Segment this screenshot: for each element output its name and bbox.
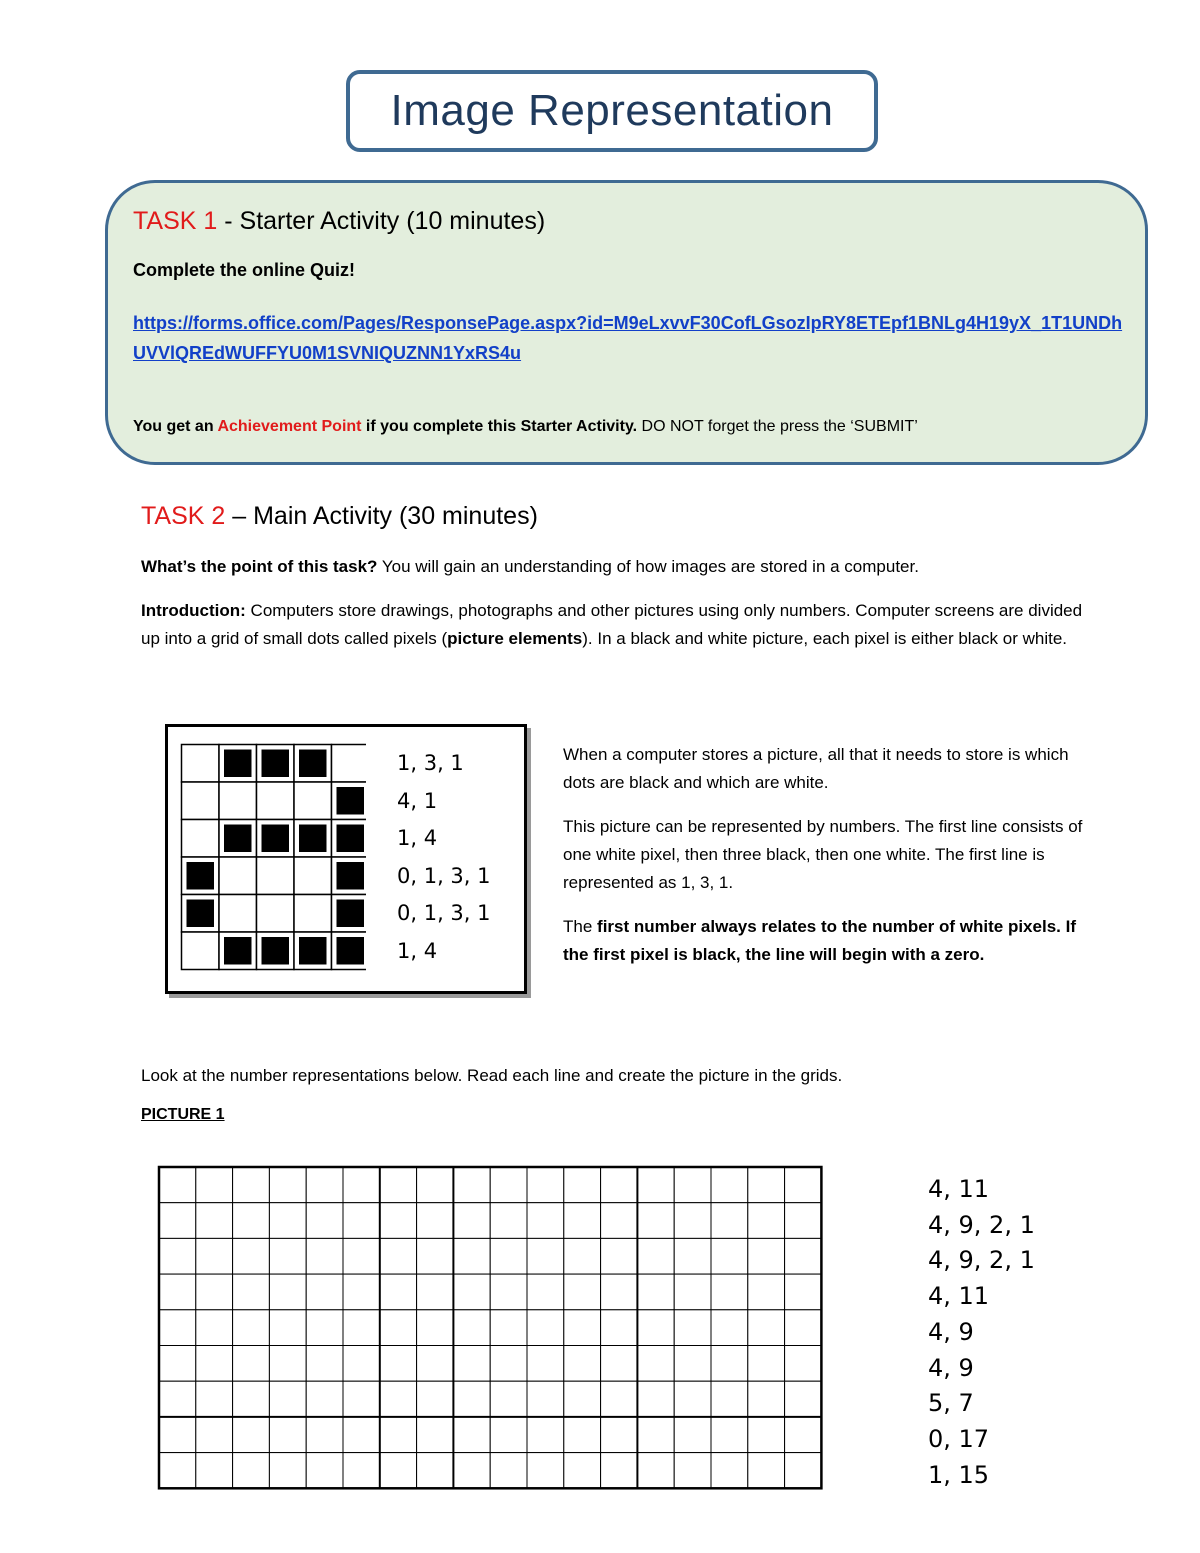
intro-text: Computers store drawings, photographs and other pictures using only numbers. Computer screens are divided up into a grid of small dots called pixels ( <box>141 601 1083 648</box>
picture1-cell[interactable] <box>527 1167 564 1203</box>
picture1-cell[interactable] <box>306 1238 343 1274</box>
picture1-cell[interactable] <box>343 1453 380 1489</box>
picture1-label: PICTURE 1 <box>141 1106 225 1123</box>
picture1-cell[interactable] <box>674 1238 711 1274</box>
picture1-cell[interactable] <box>269 1381 306 1417</box>
picture1-cell[interactable] <box>490 1238 527 1274</box>
picture1-cell[interactable] <box>637 1274 674 1310</box>
note-suffix: DO NOT forget the press the ‘SUBMIT’ <box>637 418 918 435</box>
example-black-pixel <box>337 900 365 928</box>
picture1-cell[interactable] <box>269 1453 306 1489</box>
picture1-cell[interactable] <box>601 1167 638 1203</box>
example-code-line: 4, 1 <box>397 788 438 813</box>
picture1-cell[interactable] <box>417 1453 454 1489</box>
example-code-line: 0, 1, 3, 1 <box>397 863 491 888</box>
picture1-cell[interactable] <box>601 1453 638 1489</box>
example-black-pixel <box>224 937 252 965</box>
picture1-cell[interactable] <box>380 1417 417 1453</box>
picture1-cell[interactable] <box>453 1453 490 1489</box>
picture1-cell[interactable] <box>711 1381 748 1417</box>
picture1-cell[interactable] <box>233 1310 270 1346</box>
picture1-cell[interactable] <box>417 1310 454 1346</box>
picture1-cell[interactable] <box>674 1453 711 1489</box>
introduction <box>141 597 1101 653</box>
intro-label: Introduction: <box>141 601 246 620</box>
task1-instruction: Complete the online Quiz! <box>133 260 356 280</box>
intro-bold: picture elements <box>447 629 583 648</box>
picture1-cell[interactable] <box>748 1203 785 1239</box>
picture1-cell[interactable] <box>490 1417 527 1453</box>
explanation-p2: This picture can be represented by numbers. The first line consists of one white pixel, then three black, then one white. The first line is represented as 1, 3, 1. <box>563 817 1083 892</box>
example-black-pixel <box>337 862 365 890</box>
picture1-cell[interactable] <box>417 1381 454 1417</box>
example-black-pixel <box>262 937 290 965</box>
picture1-cell[interactable] <box>748 1417 785 1453</box>
picture1-cell[interactable] <box>601 1203 638 1239</box>
picture1-cell[interactable] <box>453 1381 490 1417</box>
picture1-code-line: 4, 9 <box>928 1353 974 1382</box>
picture1-cell[interactable] <box>159 1203 196 1239</box>
example-black-pixel <box>187 900 215 928</box>
note-prefix: You get an <box>133 418 218 435</box>
picture1-cell[interactable] <box>490 1203 527 1239</box>
example-code-line: 1, 4 <box>397 826 438 850</box>
picture1-cell[interactable] <box>233 1238 270 1274</box>
picture1-cell[interactable] <box>306 1417 343 1453</box>
picture1-cell[interactable] <box>343 1238 380 1274</box>
picture1-cell[interactable] <box>159 1346 196 1382</box>
picture1-cell[interactable] <box>269 1274 306 1310</box>
picture1-cell[interactable] <box>343 1346 380 1382</box>
picture1-cell[interactable] <box>343 1203 380 1239</box>
picture1-cell[interactable] <box>196 1203 233 1239</box>
picture1-cell[interactable] <box>233 1453 270 1489</box>
picture1-cell[interactable] <box>674 1381 711 1417</box>
example-pixel-cell <box>294 857 332 895</box>
picture1-cell[interactable] <box>306 1203 343 1239</box>
example-pixel-cell <box>257 782 295 820</box>
example-black-pixel <box>299 750 327 778</box>
picture1-code-line: 4, 11 <box>928 1175 990 1203</box>
picture1-cell[interactable] <box>233 1417 270 1453</box>
picture1-cell[interactable] <box>306 1381 343 1417</box>
picture1-cell[interactable] <box>711 1417 748 1453</box>
picture1-cell[interactable] <box>453 1346 490 1382</box>
note-middle: if you complete this Starter Activity. <box>361 418 638 435</box>
picture1-cell[interactable] <box>674 1310 711 1346</box>
picture1-cell[interactable] <box>748 1167 785 1203</box>
picture1-cell[interactable] <box>196 1417 233 1453</box>
task1-label: TASK 1 <box>133 207 218 235</box>
quiz-link[interactable]: https://forms.office.com/Pages/ResponsePage.aspx?id=M9eLxvvF30CofLGsozIpRY8ETEpf1BNLg4H19yX_1T1UNDhUVVlQREdWUFFYU0M1SVNIQUZNN1YxRS4u <box>133 313 1123 363</box>
picture1-cell[interactable] <box>601 1381 638 1417</box>
picture1-cell[interactable] <box>785 1274 822 1310</box>
picture1-cell[interactable] <box>527 1346 564 1382</box>
explanation-p3 <box>563 913 1093 969</box>
picture1-cell[interactable] <box>564 1310 601 1346</box>
picture1-cell[interactable] <box>674 1203 711 1239</box>
picture1-cell[interactable] <box>196 1167 233 1203</box>
task1-heading-text: - Starter Activity (10 minutes) <box>217 207 546 235</box>
picture1-cell[interactable] <box>269 1346 306 1382</box>
example-pixel-grid <box>180 743 366 971</box>
picture1-cell[interactable] <box>453 1417 490 1453</box>
picture1-cell[interactable] <box>453 1167 490 1203</box>
picture1-cell[interactable] <box>490 1346 527 1382</box>
picture1-code-line: 4, 9, 2, 1 <box>928 1246 1035 1275</box>
picture1-cell[interactable] <box>417 1346 454 1382</box>
picture1-cell[interactable] <box>637 1453 674 1489</box>
picture1-cell[interactable] <box>196 1310 233 1346</box>
picture1-cell[interactable] <box>417 1167 454 1203</box>
picture1-cell[interactable] <box>527 1274 564 1310</box>
picture1-cell[interactable] <box>601 1417 638 1453</box>
picture1-cell[interactable] <box>527 1381 564 1417</box>
picture1-cell[interactable] <box>306 1453 343 1489</box>
title-box <box>346 70 878 152</box>
picture1-cell[interactable] <box>748 1238 785 1274</box>
picture1-cell[interactable] <box>564 1274 601 1310</box>
picture1-cell[interactable] <box>711 1167 748 1203</box>
picture1-cell[interactable] <box>711 1238 748 1274</box>
picture1-cell[interactable] <box>711 1346 748 1382</box>
picture1-cell[interactable] <box>674 1417 711 1453</box>
picture1-cell[interactable] <box>527 1203 564 1239</box>
picture1-cell[interactable] <box>527 1417 564 1453</box>
task2-heading-text: – Main Activity (30 minutes) <box>225 502 538 530</box>
picture1-cell[interactable] <box>674 1274 711 1310</box>
picture1-cell[interactable] <box>380 1346 417 1382</box>
page-title: Image Representation <box>390 86 834 135</box>
picture1-cell[interactable] <box>343 1417 380 1453</box>
example-black-pixel <box>337 825 365 853</box>
picture1-cell[interactable] <box>601 1346 638 1382</box>
picture1-cell[interactable] <box>417 1238 454 1274</box>
picture1-cell[interactable] <box>564 1453 601 1489</box>
picture1-cell[interactable] <box>637 1167 674 1203</box>
picture1-cell[interactable] <box>490 1310 527 1346</box>
picture1-codes <box>928 1172 1035 1493</box>
picture1-cell[interactable] <box>196 1238 233 1274</box>
picture1-cell[interactable] <box>159 1381 196 1417</box>
picture1-cell[interactable] <box>748 1453 785 1489</box>
picture1-code-line: 1, 15 <box>928 1460 990 1489</box>
picture1-grid[interactable] <box>157 1165 827 1493</box>
example-black-pixel <box>187 862 215 890</box>
example-pixel-cell <box>219 857 257 895</box>
example-pixel-cell <box>182 782 220 820</box>
picture1-cell[interactable] <box>269 1203 306 1239</box>
picture1-cell[interactable] <box>601 1238 638 1274</box>
picture1-cell[interactable] <box>711 1203 748 1239</box>
picture1-cell[interactable] <box>269 1167 306 1203</box>
picture1-cell[interactable] <box>711 1310 748 1346</box>
picture1-cell[interactable] <box>785 1346 822 1382</box>
task1-heading <box>133 207 545 236</box>
picture1-cell[interactable] <box>417 1417 454 1453</box>
example-pixel-cell <box>182 745 220 783</box>
picture1-cell[interactable] <box>196 1274 233 1310</box>
example-pixel-cell <box>182 932 220 970</box>
picture1-cell[interactable] <box>380 1310 417 1346</box>
picture1-cell[interactable] <box>343 1310 380 1346</box>
picture1-cell[interactable] <box>748 1381 785 1417</box>
picture1-cell[interactable] <box>159 1167 196 1203</box>
picture1-cell[interactable] <box>196 1381 233 1417</box>
example-pixel-cell <box>294 895 332 933</box>
picture1-cell[interactable] <box>233 1346 270 1382</box>
picture1-cell[interactable] <box>785 1167 822 1203</box>
picture1-cell[interactable] <box>564 1167 601 1203</box>
picture1-cell[interactable] <box>674 1167 711 1203</box>
example-black-pixel <box>299 825 327 853</box>
picture1-cell[interactable] <box>159 1238 196 1274</box>
picture1-cell[interactable] <box>159 1453 196 1489</box>
picture1-cell[interactable] <box>233 1203 270 1239</box>
picture1-cell[interactable] <box>269 1238 306 1274</box>
picture1-cell[interactable] <box>564 1417 601 1453</box>
picture1-cell[interactable] <box>527 1238 564 1274</box>
picture1-cell[interactable] <box>196 1453 233 1489</box>
picture1-code-line: 4, 11 <box>928 1282 990 1311</box>
picture1-cell[interactable] <box>711 1453 748 1489</box>
picture1-cell[interactable] <box>748 1346 785 1382</box>
picture1-cell[interactable] <box>490 1167 527 1203</box>
picture1-cell[interactable] <box>380 1381 417 1417</box>
picture1-cell[interactable] <box>269 1310 306 1346</box>
picture1-cell[interactable] <box>785 1310 822 1346</box>
picture1-code-line: 5, 7 <box>928 1389 974 1418</box>
picture1-cell[interactable] <box>785 1417 822 1453</box>
picture1-cell[interactable] <box>637 1238 674 1274</box>
picture1-code-line: 4, 9 <box>928 1317 974 1346</box>
picture1-cell[interactable] <box>417 1274 454 1310</box>
example-pixel-cell <box>257 857 295 895</box>
picture1-cell[interactable] <box>711 1274 748 1310</box>
example-black-pixel <box>224 825 252 853</box>
example-pixel-cell <box>294 782 332 820</box>
task1-note <box>133 418 918 436</box>
picture1-cell[interactable] <box>785 1203 822 1239</box>
example-pixel-cell <box>182 820 220 858</box>
picture1-cell[interactable] <box>380 1167 417 1203</box>
picture1-cell[interactable] <box>564 1346 601 1382</box>
achievement-point-text: Achievement Point <box>217 418 362 435</box>
picture1-cell[interactable] <box>748 1310 785 1346</box>
picture1-cell[interactable] <box>233 1167 270 1203</box>
example-pixel-cell <box>332 745 367 783</box>
picture1-cell[interactable] <box>748 1274 785 1310</box>
picture1-cell[interactable] <box>380 1203 417 1239</box>
task2-heading <box>141 502 538 531</box>
picture1-cell[interactable] <box>306 1346 343 1382</box>
picture1-cell[interactable] <box>453 1203 490 1239</box>
picture1-cell[interactable] <box>637 1417 674 1453</box>
picture1-cell[interactable] <box>564 1238 601 1274</box>
picture1-cell[interactable] <box>490 1274 527 1310</box>
example-code-line: 1, 4 <box>397 938 438 963</box>
picture1-code-line: 0, 17 <box>928 1424 990 1453</box>
picture1-cell[interactable] <box>343 1167 380 1203</box>
picture1-cell[interactable] <box>453 1238 490 1274</box>
picture1-cell[interactable] <box>564 1203 601 1239</box>
picture1-code-line: 4, 9, 2, 1 <box>928 1210 1035 1239</box>
example-black-pixel <box>224 750 252 778</box>
example-black-pixel <box>262 825 290 853</box>
picture1-cell[interactable] <box>637 1310 674 1346</box>
task2-label: TASK 2 <box>141 502 226 530</box>
point-text: You will gain an understanding of how images are stored in a computer. <box>377 557 919 576</box>
example-codes <box>397 745 491 970</box>
picture1-cell[interactable] <box>380 1238 417 1274</box>
picture1-cell[interactable] <box>233 1381 270 1417</box>
picture1-cell[interactable] <box>343 1381 380 1417</box>
picture1-cell[interactable] <box>306 1167 343 1203</box>
picture1-cell[interactable] <box>380 1274 417 1310</box>
picture1-cell[interactable] <box>637 1203 674 1239</box>
task-point <box>141 553 919 581</box>
picture1-cell[interactable] <box>785 1381 822 1417</box>
point-label: What’s the point of this task? <box>141 557 378 576</box>
picture1-cell[interactable] <box>417 1203 454 1239</box>
picture1-cell[interactable] <box>233 1274 270 1310</box>
picture1-cell[interactable] <box>490 1453 527 1489</box>
picture1-cell[interactable] <box>527 1310 564 1346</box>
picture1-cell[interactable] <box>453 1274 490 1310</box>
example-black-pixel <box>262 750 290 778</box>
example-pixel-cell <box>257 895 295 933</box>
picture1-cell[interactable] <box>306 1274 343 1310</box>
picture1-cell[interactable] <box>785 1238 822 1274</box>
picture1-cell[interactable] <box>637 1381 674 1417</box>
picture1-cell[interactable] <box>601 1274 638 1310</box>
picture1-cell[interactable] <box>380 1453 417 1489</box>
example-code-line: 1, 3, 1 <box>397 751 464 775</box>
example-black-pixel <box>337 787 365 815</box>
picture1-cell[interactable] <box>601 1310 638 1346</box>
explanation-column <box>563 741 1093 985</box>
picture1-cell[interactable] <box>527 1453 564 1489</box>
example-black-pixel <box>337 937 365 965</box>
example-black-pixel <box>299 937 327 965</box>
picture1-cell[interactable] <box>159 1310 196 1346</box>
picture1-cell[interactable] <box>564 1381 601 1417</box>
example-pixel-cell <box>219 895 257 933</box>
picture1-cell[interactable] <box>306 1310 343 1346</box>
picture1-cell[interactable] <box>159 1417 196 1453</box>
explanation-p1: When a computer stores a picture, all that it needs to store is which dots are black and which are white. <box>563 745 1069 792</box>
picture1-cell[interactable] <box>785 1453 822 1489</box>
picture1-cell[interactable] <box>490 1381 527 1417</box>
picture1-cell[interactable] <box>269 1417 306 1453</box>
look-instruction: Look at the number representations below. Read each line and create the picture in the grids. <box>141 1066 843 1085</box>
picture1-cell[interactable] <box>343 1274 380 1310</box>
picture1-cell[interactable] <box>196 1346 233 1382</box>
picture1-cell[interactable] <box>637 1346 674 1382</box>
example-code-line: 0, 1, 3, 1 <box>397 901 491 925</box>
intro-end: ). In a black and white picture, each pixel is either black or white. <box>582 629 1068 648</box>
picture1-cell[interactable] <box>453 1310 490 1346</box>
picture1-cell[interactable] <box>159 1274 196 1310</box>
explanation-p3-bold: first number always relates to the number of white pixels. If the first pixel is black, the line will begin with a zero. <box>563 917 1076 964</box>
explanation-p3-plain: The <box>563 917 598 936</box>
example-pixel-cell <box>219 782 257 820</box>
picture1-cell[interactable] <box>674 1346 711 1382</box>
